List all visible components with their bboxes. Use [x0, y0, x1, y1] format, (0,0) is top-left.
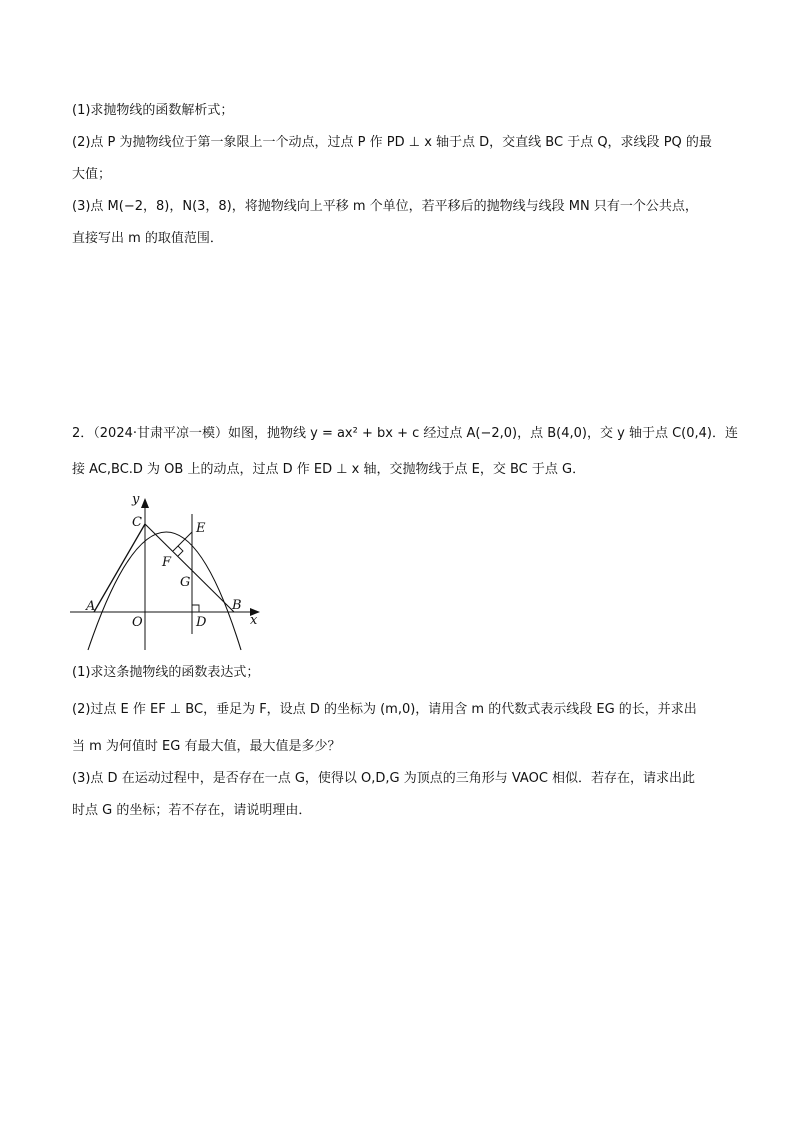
segment-ac	[94, 524, 145, 612]
p1-part3-line1: (3)点 M(−2，8)，N(3，8)，将抛物线向上平移 m 个单位，若平移后的抛物线与线段 MN 只有一个公共点，	[72, 199, 698, 214]
segment-cb	[145, 524, 234, 612]
right-angle-d	[192, 605, 199, 612]
p2-q1: (1)求这条抛物线的函数表达式；	[72, 665, 260, 680]
figure-svg	[70, 492, 270, 652]
p2-q3-line2: 时点 G 的坐标；若不存在，请说明理由．	[72, 803, 312, 818]
p2-q2-line2: 当 m 为何值时 EG 有最大值，最大值是多少？	[72, 739, 341, 754]
label-y: y	[132, 492, 140, 507]
p1-part2-line2: 大值；	[72, 167, 112, 182]
label-b: B	[232, 598, 242, 613]
label-o: O	[132, 615, 143, 630]
p2-header-line2: 接 AC,BC.D 为 OB 上的动点，过点 D 作 ED ⊥ x 轴，交抛物线于点 E，交 BC 于点 G．	[72, 462, 586, 477]
parabola-figure	[70, 492, 270, 652]
label-c: C	[132, 515, 142, 530]
p2-q3-line1: (3)点 D 在运动过程中，是否存在一点 G，使得以 O,D,G 为顶点的三角形与 VAOC 相似．若存在，请求出此	[72, 771, 696, 786]
label-a: A	[86, 599, 96, 614]
label-d: D	[196, 615, 207, 630]
label-x: x	[250, 613, 258, 628]
p1-part1: (1)求抛物线的函数解析式；	[72, 103, 234, 118]
label-g: G	[180, 575, 191, 590]
y-axis-arrow	[141, 498, 149, 508]
p1-part2-line1: (2)点 P 为抛物线位于第一象限上一个动点，过点 P 作 PD ⊥ x 轴于点 D，交直线 BC 于点 Q，求线段 PQ 的最	[72, 135, 712, 150]
label-f: F	[162, 555, 172, 570]
right-angle-f	[178, 546, 183, 556]
segment-ef	[173, 532, 192, 551]
p2-header-line1: 2．（2024·甘肃平凉一模）如图，抛物线 y = ax² + bx + c 经过点 A(−2,0)，点 B(4,0)，交 y 轴于点 C(0,4)．连	[72, 426, 738, 441]
label-e: E	[196, 521, 206, 536]
parabola-curve	[88, 532, 241, 650]
p1-part3-line2: 直接写出 m 的取值范围．	[72, 231, 223, 246]
p2-q2-line1: (2)过点 E 作 EF ⊥ BC，垂足为 F，设点 D 的坐标为 (m,0)，请用含 m 的代数式表示线段 EG 的长，并求出	[72, 702, 697, 717]
